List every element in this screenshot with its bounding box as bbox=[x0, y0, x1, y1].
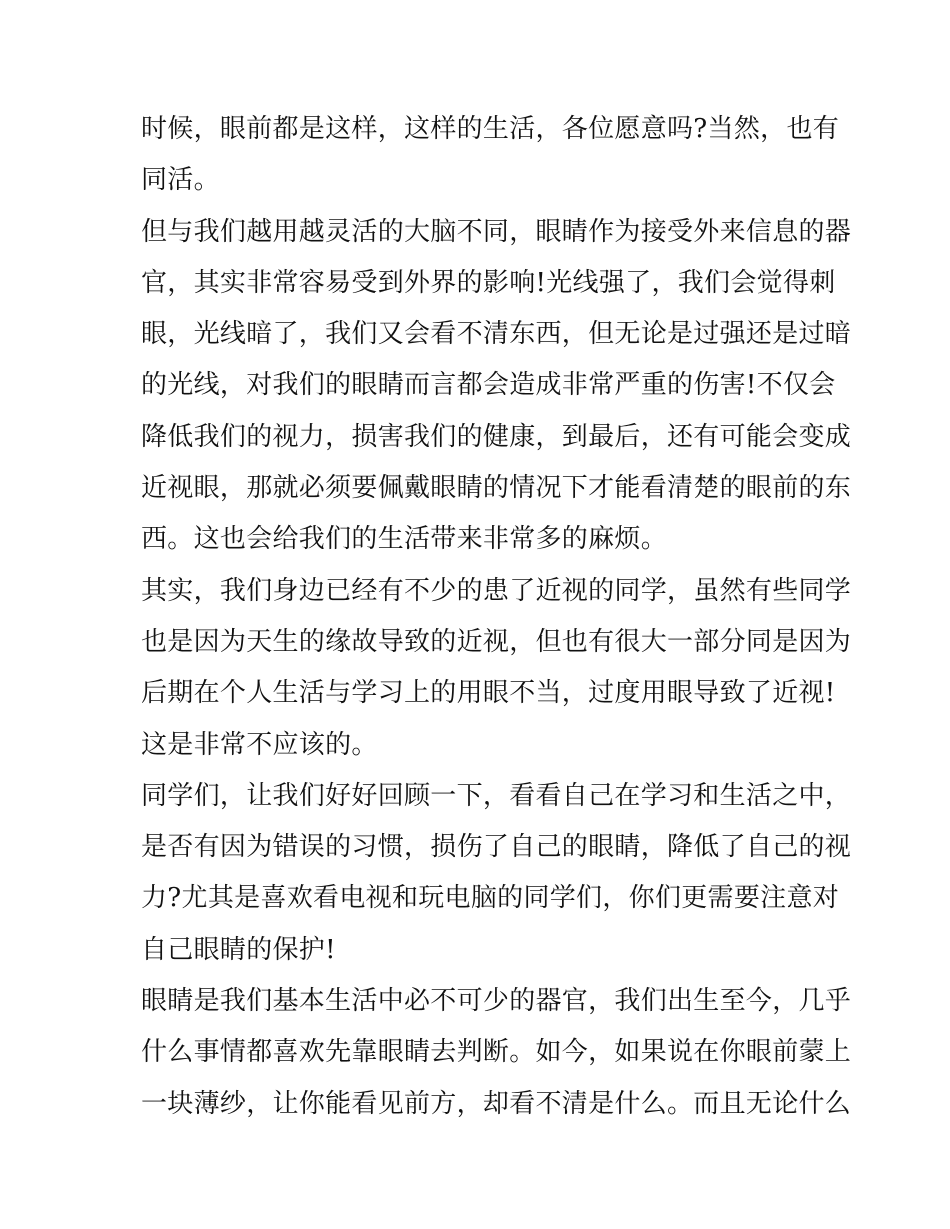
text-line: 同活。 bbox=[141, 165, 220, 196]
text-line: 时候，眼前都是这样，这样的生活，各位愿意吗?当然，也有 bbox=[141, 114, 840, 144]
text-line: 什么事情都喜欢先靠眼睛去判断。如今，如果说在你眼前蒙上 bbox=[141, 1037, 852, 1068]
text-line: 但与我们越用越灵活的大脑不同，眼睛作为接受外来信息的器 bbox=[141, 216, 852, 247]
text-line: 后期在个人生活与学习上的用眼不当，过度用眼导致了近视! bbox=[141, 678, 836, 709]
text-line: 的光线，对我们的眼睛而言都会造成非常严重的伤害!不仅会 bbox=[141, 370, 836, 401]
text-line: 是否有因为错误的习惯，损伤了自己的眼睛，降低了自己的视 bbox=[141, 832, 852, 863]
text-line: 其实，我们身边已经有不少的患了近视的同学，虽然有些同学 bbox=[141, 575, 852, 606]
text-line: 同学们，让我们好好回顾一下，看看自己在学习和生活之中， bbox=[141, 780, 852, 811]
text-line: 一块薄纱，让你能看见前方，却看不清是什么。而且无论什么 bbox=[141, 1088, 852, 1119]
text-line: 眼睛是我们基本生活中必不可少的器官，我们出生至今，几乎 bbox=[141, 986, 852, 1017]
text-line: 近视眼，那就必须要佩戴眼睛的情况下才能看清楚的眼前的东 bbox=[141, 473, 852, 504]
document-body bbox=[141, 104, 852, 1130]
text-line: 也是因为天生的缘故导致的近视，但也有很大一部分同是因为 bbox=[141, 626, 852, 657]
text-line: 眼，光线暗了，我们又会看不清东西，但无论是过强还是过暗 bbox=[141, 319, 852, 350]
text-line: 西。这也会给我们的生活带来非常多的麻烦。 bbox=[141, 524, 668, 555]
text-line: 这是非常不应该的。 bbox=[141, 729, 378, 760]
text-line: 自己眼睛的保护! bbox=[141, 934, 336, 965]
text-line: 官，其实非常容易受到外界的影响!光线强了，我们会觉得刺 bbox=[141, 267, 836, 298]
text-line: 力?尤其是喜欢看电视和玩电脑的同学们，你们更需要注意对 bbox=[141, 883, 840, 914]
text-line: 降低我们的视力，损害我们的健康，到最后，还有可能会变成 bbox=[141, 421, 852, 452]
